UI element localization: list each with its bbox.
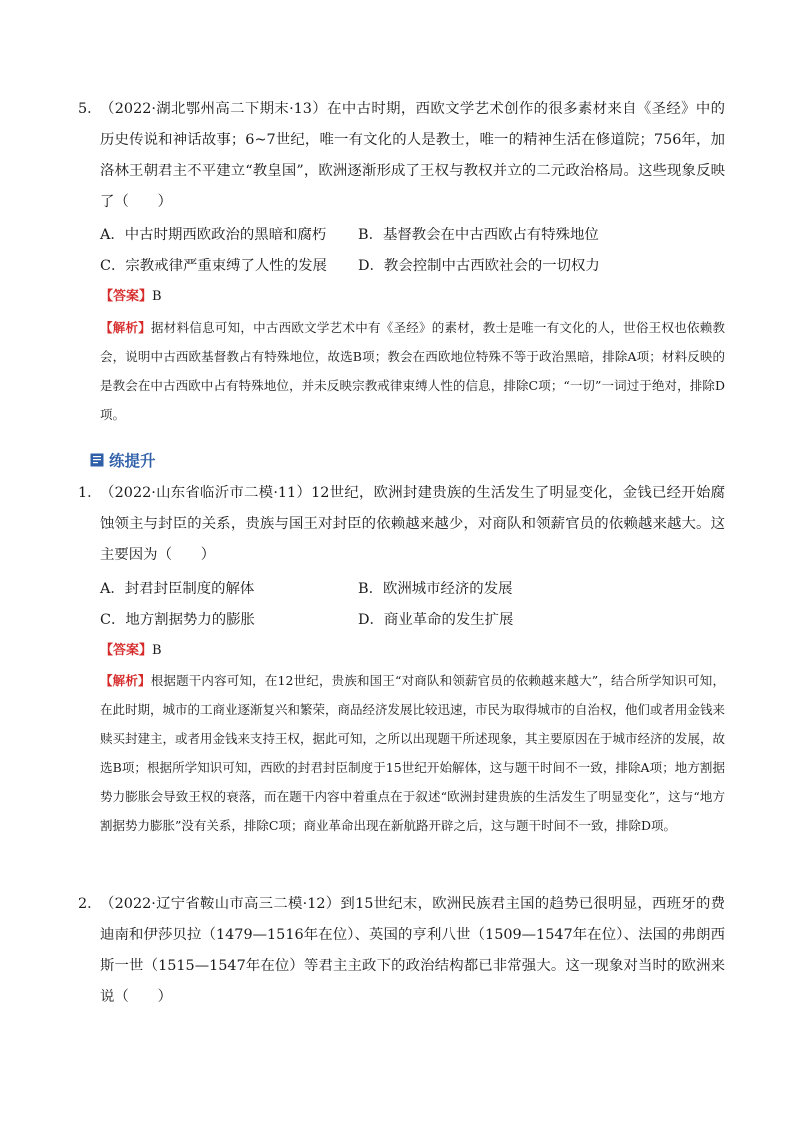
explanation-label: 【解析】 [100,673,151,688]
option-b[interactable]: B．基督教会在中古西欧占有特殊地位 [358,227,599,243]
options-row-ab [100,220,725,250]
options-row-ab [100,574,725,604]
option-a[interactable]: A．中古时期西欧政治的黑暗和腐朽 [100,227,327,243]
answer-line [100,286,162,308]
answer-label: 【答案】 [100,643,153,658]
explanation-block [100,313,725,429]
question-number: 2． [78,896,102,912]
explanation-label: 【解析】 [100,320,152,335]
question-stem: （2022·山东省临沂市二模·11）12世纪，欧洲封建贵族的生活发生了明显变化，金钱已经开始腐蚀领主与封臣的关系，贵族与国王对封臣的依赖越来越少，对商队和领薪官员的依赖越来越大。这主要因为（ ） [100,485,725,563]
explanation-block [100,666,725,840]
question-stem: （2022·辽宁省鞍山市高三二模·12）到15世纪末，欧洲民族君主国的趋势已很明显，西班牙的费迪南和伊莎贝拉（1479—1516年在位）、英国的亨利八世（1509—1547年在位）、法国的弗朗西斯一世（1515—1547年在位）等君主主政下的政治结构都已非常强大。这一现象对当时的欧洲来说（ ） [100,896,725,1005]
option-a[interactable]: A．封君封臣制度的解体 [100,581,255,597]
answer-value: B [152,289,162,304]
question-number: 1． [78,485,102,501]
explanation-text: 根据题干内容可知，在12世纪，贵族和国王“对商队和领薪官员的依赖越来越大”，结合所学知识可知，在此时期，城市的工商业逐渐复兴和繁荣，商品经济发展比较迅速，市民为取得城市的自治权，他们或者用金钱来赎买封建主，或者用金钱来支持王权，据此可知，之所以出现题干所述现象，其主要原因在于城市经济的发展，故选B项；根据所学知识可知，西欧的封君封臣制度于15世纪开始解体，这与题干时间不一致，排除A项；地方割据势力膨胀会导致王权的衰落，而在题干内容中着重点在于叙述“欧洲封建贵族的生活发生了明显变化”，这与“地方割据势力膨胀”没有关系，排除C项；商业革命出现在新航路开辟之后，这与题干时间不一致，排除D项。 [100,673,726,833]
option-c[interactable]: C．地方割据势力的膨胀 [100,612,255,628]
option-d[interactable]: D．教会控制中古西欧社会的一切权力 [358,258,600,274]
book-icon [90,453,104,467]
answer-label: 【答案】 [100,289,153,304]
answer-value: B [152,643,162,658]
question-1 [78,478,725,571]
option-d[interactable]: D．商业革命的发生扩展 [358,612,514,628]
option-b[interactable]: B．欧洲城市经济的发展 [358,581,513,597]
options-row-cd [100,251,725,281]
option-c[interactable]: C．宗教戒律严重束缚了人性的发展 [100,258,327,274]
section-heading [90,449,156,471]
question-2 [78,889,725,1013]
question-stem: （2022·湖北鄂州高二下期末·13）在中古时期，西欧文学艺术创作的很多素材来自《圣经》中的历史传说和神话故事；6~7世纪，唯一有文化的人是教士，唯一的精神生活在修道院；756年，加洛林王朝君主不平建立“教皇国”，欧洲逐渐形成了王权与教权并立的二元政治格局。这些现象反映了（ ） [100,101,725,210]
explanation-text: 据材料信息可知，中古西欧文学艺术中有《圣经》的素材，教士是唯一有文化的人，世俗王权也依赖教会，说明中古西欧基督教占有特殊地位，故选B项；教会在西欧地位特殊不等于政治黑暗，排除A项；材料反映的是教会在中古西欧中占有特殊地位，并未反映宗教戒律束缚人性的信息，排除C项；“一切”一词过于绝对，排除D项。 [100,320,725,422]
section-title: 练提升 [109,452,156,470]
answer-line [100,640,162,662]
question-number: 5． [78,101,102,117]
options-row-cd [100,605,725,635]
question-5 [78,94,725,218]
